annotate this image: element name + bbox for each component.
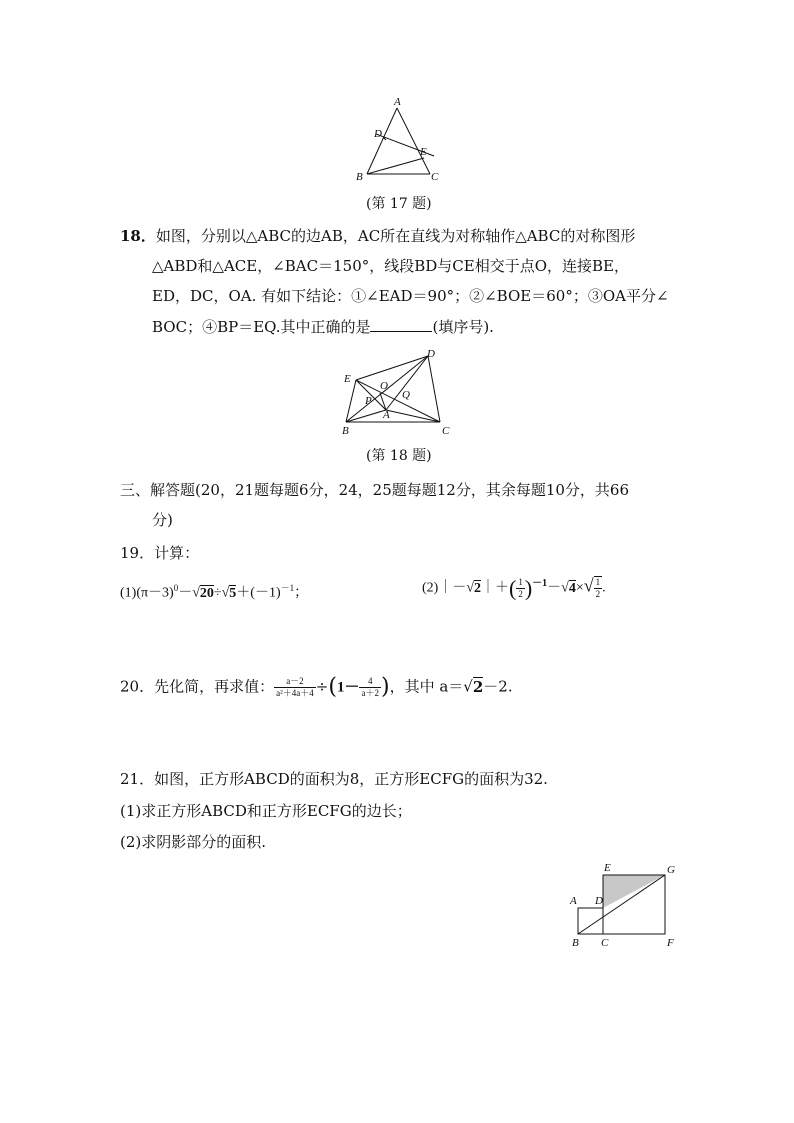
q19-p2-frac [516, 577, 525, 600]
sqrt-icon: √ [221, 585, 230, 601]
label-E: E [420, 146, 427, 158]
q19-p2-times: × [575, 580, 584, 596]
q18-line1 [120, 226, 635, 246]
section3-line2: 分) [152, 511, 173, 529]
q19-p2-b: ｜＋ [481, 580, 510, 596]
sqrt-icon: √ [466, 580, 475, 596]
paren-right-icon: ) [380, 674, 390, 700]
triangle-diagram-18 [336, 346, 460, 438]
paren-right-icon: ) [524, 575, 533, 601]
q19-p1-exp: －1 [280, 583, 295, 593]
q18-line3: ED，DC，OA. 有如下结论：①∠EAD＝90°；②∠BOE＝60°；③OA平分∠ [152, 287, 669, 305]
q19-title: 19．计算： [120, 544, 200, 562]
label-Q: Q [402, 389, 410, 401]
q20-frac2-num: 4 [359, 676, 381, 688]
q21-line1: 21．如图，正方形ABCD的面积为8，正方形ECFG的面积为32. [120, 770, 548, 788]
q20-frac1-den: a²＋4a＋4 [276, 688, 314, 698]
label-D: D [427, 348, 435, 360]
q19-p2-frac-num: 1 [518, 576, 523, 587]
q20-title: 20．先化简，再求值： [120, 677, 275, 696]
q19-p2-a: (2)｜－ [422, 580, 467, 596]
label-E: E [344, 373, 351, 385]
q20-end: －2. [483, 677, 513, 696]
sqrt-icon: √ [463, 677, 473, 696]
figure-18 [336, 346, 460, 438]
label-D: D [595, 895, 603, 907]
q20-sqrt2: 2 [472, 677, 484, 696]
q19-p2-exp: －1 [532, 578, 548, 589]
q19-p2-c: － [547, 580, 562, 596]
q18-line2: △ABD和△ACE，∠BAC＝150°，线段BD与CE相交于点O，连接BE， [152, 257, 629, 275]
figure-17-caption: (第 17 题) [366, 196, 432, 212]
q19-p1-a: (1)(π－3) [120, 585, 174, 601]
q19-p1-end: ； [294, 585, 309, 601]
label-A: A [383, 409, 390, 421]
label-D: D [374, 128, 382, 140]
label-E: E [604, 862, 611, 874]
q20-div: ÷ [315, 677, 329, 696]
label-C: C [431, 171, 439, 183]
label-A: A [570, 895, 577, 907]
q19-part1 [120, 578, 308, 604]
q21-line2: (1)求正方形ABCD和正方形ECFG的边长； [120, 802, 412, 820]
triangle-diagram-17 [350, 92, 450, 187]
q18-line4-a: BOC；④BP＝EQ.其中正确的是 [152, 318, 371, 336]
paren-left-icon: ( [328, 674, 337, 700]
q20-frac1 [274, 676, 316, 699]
q19-p2-sqrt4: 4 [568, 580, 576, 596]
label-B: B [342, 425, 349, 437]
label-C: C [601, 937, 609, 949]
label-B: B [356, 171, 363, 183]
label-G: G [667, 864, 675, 876]
q18-text1: 如图，分别以△ABC的边AB，AC所在直线为对称轴作△ABC的对称图形 [155, 227, 636, 245]
q18-number: 18． [120, 227, 156, 245]
q19-p1-b: － [178, 585, 193, 601]
label-A: A [394, 96, 401, 108]
q19-p2-end: . [602, 580, 606, 596]
section3-line1: 三、解答题(20，21题每题6分，24，25题每题12分，其余每题10分，共66 [120, 481, 630, 499]
q19-p2-frac-den: 2 [518, 588, 523, 599]
q19-p1-c: ＋(－1) [236, 585, 281, 601]
q19-p1-div: ÷ [213, 585, 222, 601]
label-P: P [365, 395, 372, 407]
q20-frac1-num: a－2 [274, 676, 316, 688]
q19-p1-sqrt5: 5 [229, 585, 237, 601]
q20-mid: ，其中 a＝ [389, 677, 464, 696]
figure-21 [566, 860, 682, 954]
q18-line4 [152, 317, 494, 337]
label-O: O [380, 380, 388, 392]
q19-p2-frac2-num: 1 [595, 577, 601, 588]
q20 [120, 676, 513, 699]
q19-p2-frac2 [594, 576, 603, 600]
q21-line3: (2)求阴影部分的面积. [120, 833, 267, 851]
sqrt-icon: √ [192, 585, 200, 601]
sqrt-icon: √ [561, 580, 569, 596]
q20-one: 1－ [336, 679, 360, 696]
q20-frac2-den: a＋2 [361, 688, 379, 698]
q19-p2-frac2-den: 2 [595, 589, 601, 600]
q19-part2 [422, 574, 606, 600]
q19-p1-sqrt20: 20 [199, 585, 214, 601]
q19-p1-exp0: 0 [173, 583, 179, 593]
squares-diagram-21 [566, 860, 682, 954]
q19-p2-sqrt2: 2 [474, 580, 482, 596]
q18-line4-b: (填序号). [432, 318, 494, 336]
q20-frac2 [359, 676, 381, 699]
label-B: B [572, 937, 579, 949]
label-F: F [667, 937, 674, 949]
paren-left-icon: ( [509, 575, 517, 601]
sqrt-icon: √ [583, 575, 594, 596]
figure-17 [350, 92, 450, 187]
label-C: C [442, 425, 450, 437]
figure-18-caption: (第 18 题) [366, 448, 432, 464]
answer-blank[interactable] [370, 317, 432, 332]
